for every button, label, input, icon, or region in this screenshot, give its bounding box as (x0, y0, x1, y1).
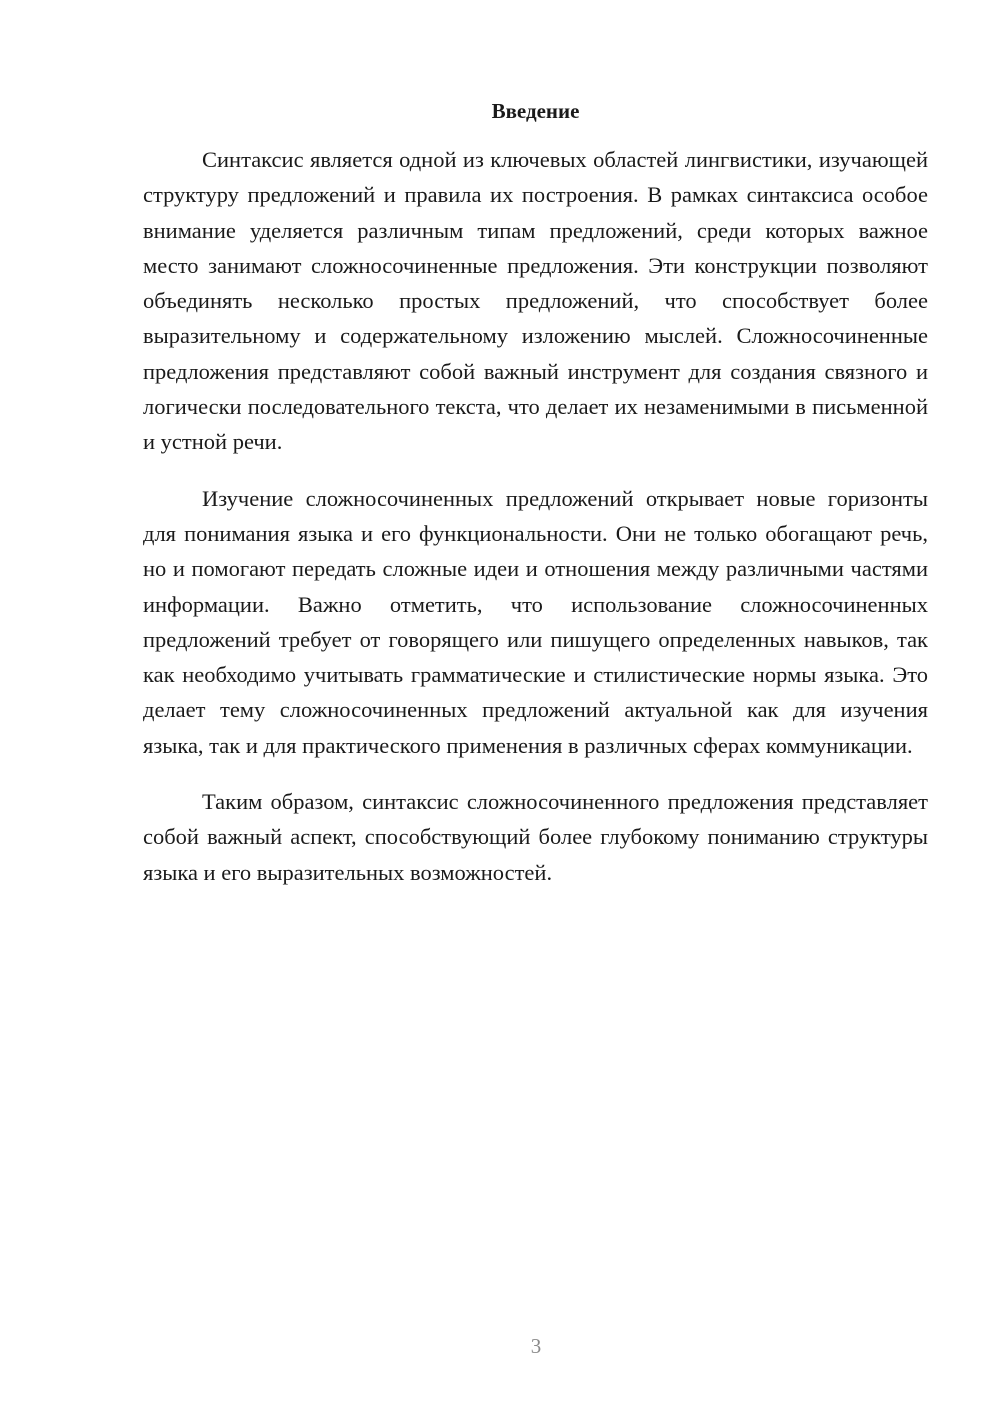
section-heading: Введение (491, 99, 580, 123)
paragraph-1: Синтаксис является одной из ключевых областей лингвистики, изучающей структуру предложений и правила их построения. В рамках синтаксиса особое внимание уделяется различным типам предложений, среди которых важное место занимают сложносочиненные предложения. Эти конструкции позволяют объединять несколько простых предложений, что способствует более выразительному и содержательному изложению мыслей. Сложносочиненные предложения представляют собой важный инструмент для создания связного и логически последовательного текста, что делает их незаменимыми в письменной и устной речи. (143, 147, 928, 455)
body-text (143, 142, 928, 890)
page-number: 3 (530, 1334, 542, 1358)
paragraph-2: Изучение сложносочиненных предложений открывает новые горизонты для понимания языка и его функциональности. Они не только обогащают речь, но и помогают передать сложные идеи и отношения между различными частями информации. Важно отметить, что использование сложносочиненных предложений требует от говорящего или пишущего определенных навыков, так как необходимо учитывать грамматические и стилистические нормы языка. Это делает тему сложносочиненных предложений актуальной как для изучения языка, так и для практического применения в различных сферах коммуникации. (143, 485, 928, 758)
paragraph-3: Таким образом, синтаксис сложносочиненного предложения представляет собой важный аспект, способствующий более глубокому пониманию структуры языка и его выразительных возможностей. (143, 789, 928, 885)
